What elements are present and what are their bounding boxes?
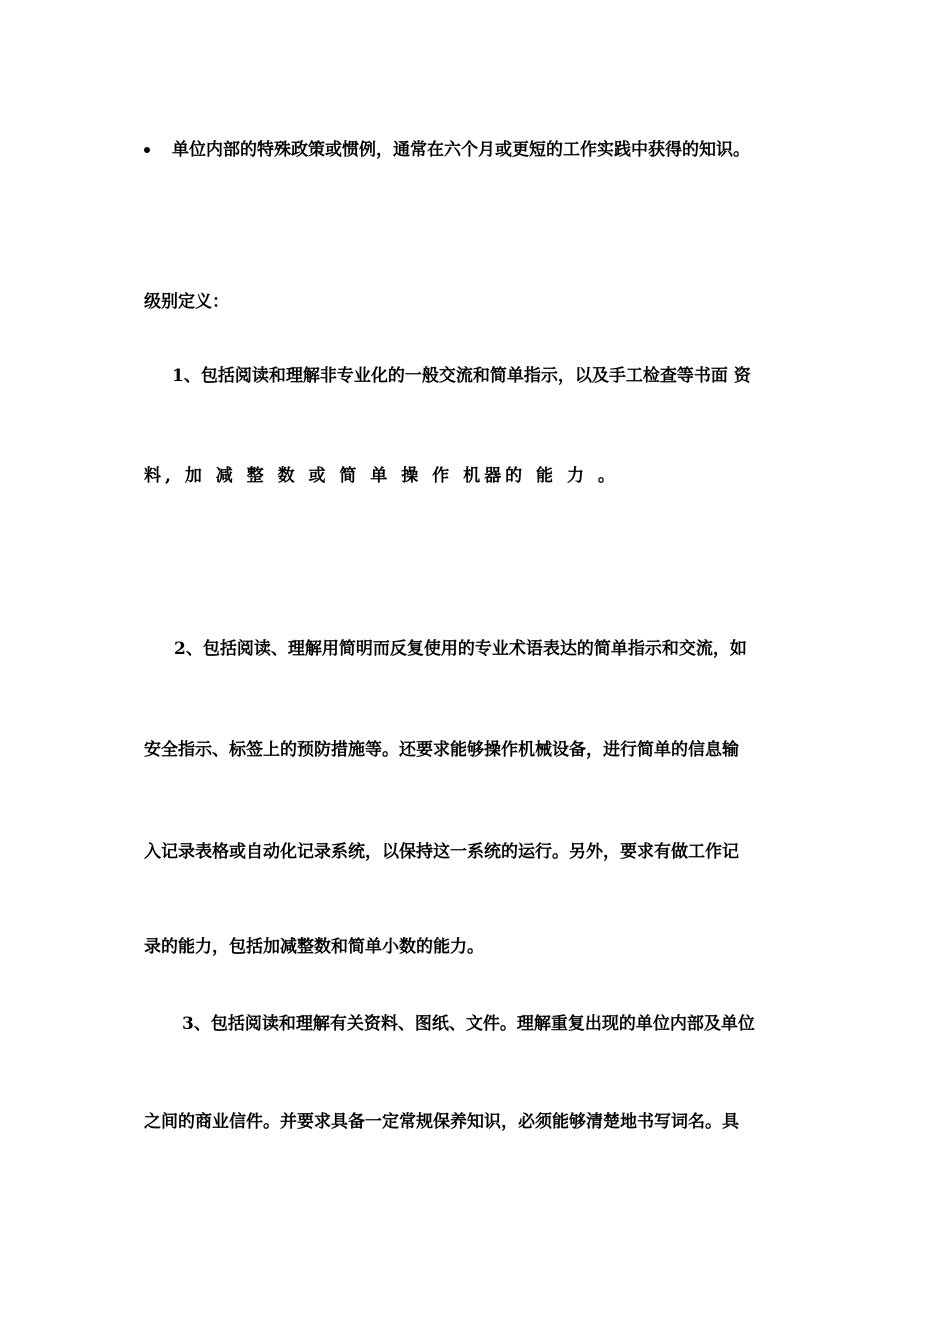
level-2-line-4: 录的能力，包括加减整数和简单小数的能力。 xyxy=(144,937,484,957)
level-2-line-3: 入记录表格或自动化记录系统，以保持这一系统的运行。另外，要求有做工作记 xyxy=(144,842,739,862)
level-1-line-2: 料, 加 减 整 数 或 简 单 操 作 机器的 能 力 。 xyxy=(144,466,619,486)
level-3-line-2: 之间的商业信件。并要求具备一定常规保养知识，必须能够清楚地书写词名。具 xyxy=(144,1112,739,1132)
level-1-line-1: 1、包括阅读和理解非专业化的一般交流和简单指示，以及手工检查等书面 资 xyxy=(172,366,751,386)
level-3-line-1: 3、包括阅读和理解有关资料、图纸、文件。理解重复出现的单位内部及单位 xyxy=(182,1014,755,1034)
section-heading: 级别定义： xyxy=(144,292,229,312)
level-2-line-1: 2、包括阅读、理解用简明而反复使用的专业术语表达的简单指示和交流，如 xyxy=(174,639,747,659)
bullet-text: 单位内部的特殊政策或惯例，通常在六个月或更短的工作实践中获得的知识。 xyxy=(172,140,750,160)
level-2-line-2: 安全指示、标签上的预防措施等。还要求能够操作机械设备，进行简单的信息输 xyxy=(144,740,739,760)
bullet-icon xyxy=(144,147,150,153)
